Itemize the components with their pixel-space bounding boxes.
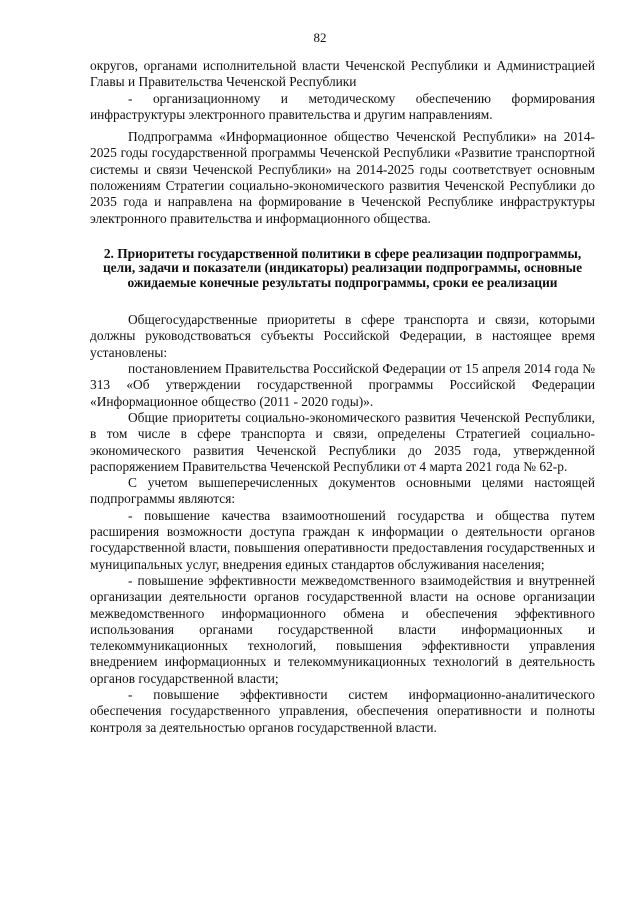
- list-item: - повышение эффективности систем информационно-аналитического обеспечения государственного управления, обеспечения оперативности и полноты контроля за деятельностью органов государственной власти.: [90, 687, 595, 735]
- document-body: [90, 58, 595, 736]
- paragraph: округов, органами исполнительной власти Чеченской Республики и Администрацией Главы и Правительства Чеченской Республики: [90, 58, 595, 90]
- paragraph: Подпрограмма «Информационное общество Чеченской Республики» на 2014-2025 годы государственной программы Чеченской Республики «Развитие транспортной системы и связи Чеченской Республики» на 2014-2025 годы соответствует основным положениям Стратегии социально-экономического развития Чеченской Республики до 2035 года и направлена на формирование в Чеченской Республике инфраструктуры электронного правительства и информационного общества.: [90, 129, 595, 226]
- page-number: 82: [313, 30, 327, 45]
- list-item: - повышение качества взаимоотношений государства и общества путем расширения возможности доступа граждан к информации о деятельности органов государственной власти, повышения оперативности предоставления государственных и муниципальных услуг, внедрения единых стандартов обслуживания населения;: [90, 507, 595, 572]
- paragraph: Общие приоритеты социально-экономического развития Чеченской Республики, в том числе в сфере транспорта и связи, определены Стратегией социально-экономического развития Чеченской Республики до 2035 года, утвержденной распоряжением Правительства Чеченской Республики от 4 марта 2021 года № 62-р.: [90, 409, 595, 474]
- paragraph: постановлением Правительства Российской Федерации от 15 апреля 2014 года № 313 «Об утверждении государственной программы Российской Федерации «Информационное общество (2011 - 2020 годы)».: [90, 361, 595, 409]
- paragraph: Общегосударственные приоритеты в сфере транспорта и связи, которыми должны руководствоваться субъекты Российской Федерации, в настоящее время установлены:: [90, 312, 595, 360]
- paragraph: С учетом вышеперечисленных документов основными целями настоящей подпрограммы являются:: [90, 475, 595, 507]
- paragraph: - организационному и методическому обеспечению формирования инфраструктуры электронного правительства и другим направлениям.: [90, 90, 595, 122]
- section-heading: 2. Приоритеты государственной политики в сфере реализации подпрограммы, цели, задачи и показатели (индикаторы) реализации подпрограммы, основные ожидаемые конечные результаты подпрограммы, сроки ее реализации: [102, 245, 583, 290]
- list-item: - повышение эффективности межведомственного взаимодействия и внутренней организации деятельности органов государственной власти на основе организации межведомственного информационного обмена и обеспечения эффективного использования органами государственной власти информационных и телекоммуникационных технологий, повышения эффективности управления внедрением информационных и телекоммуникационных технологий в деятельность органов государственной власти;: [90, 572, 595, 686]
